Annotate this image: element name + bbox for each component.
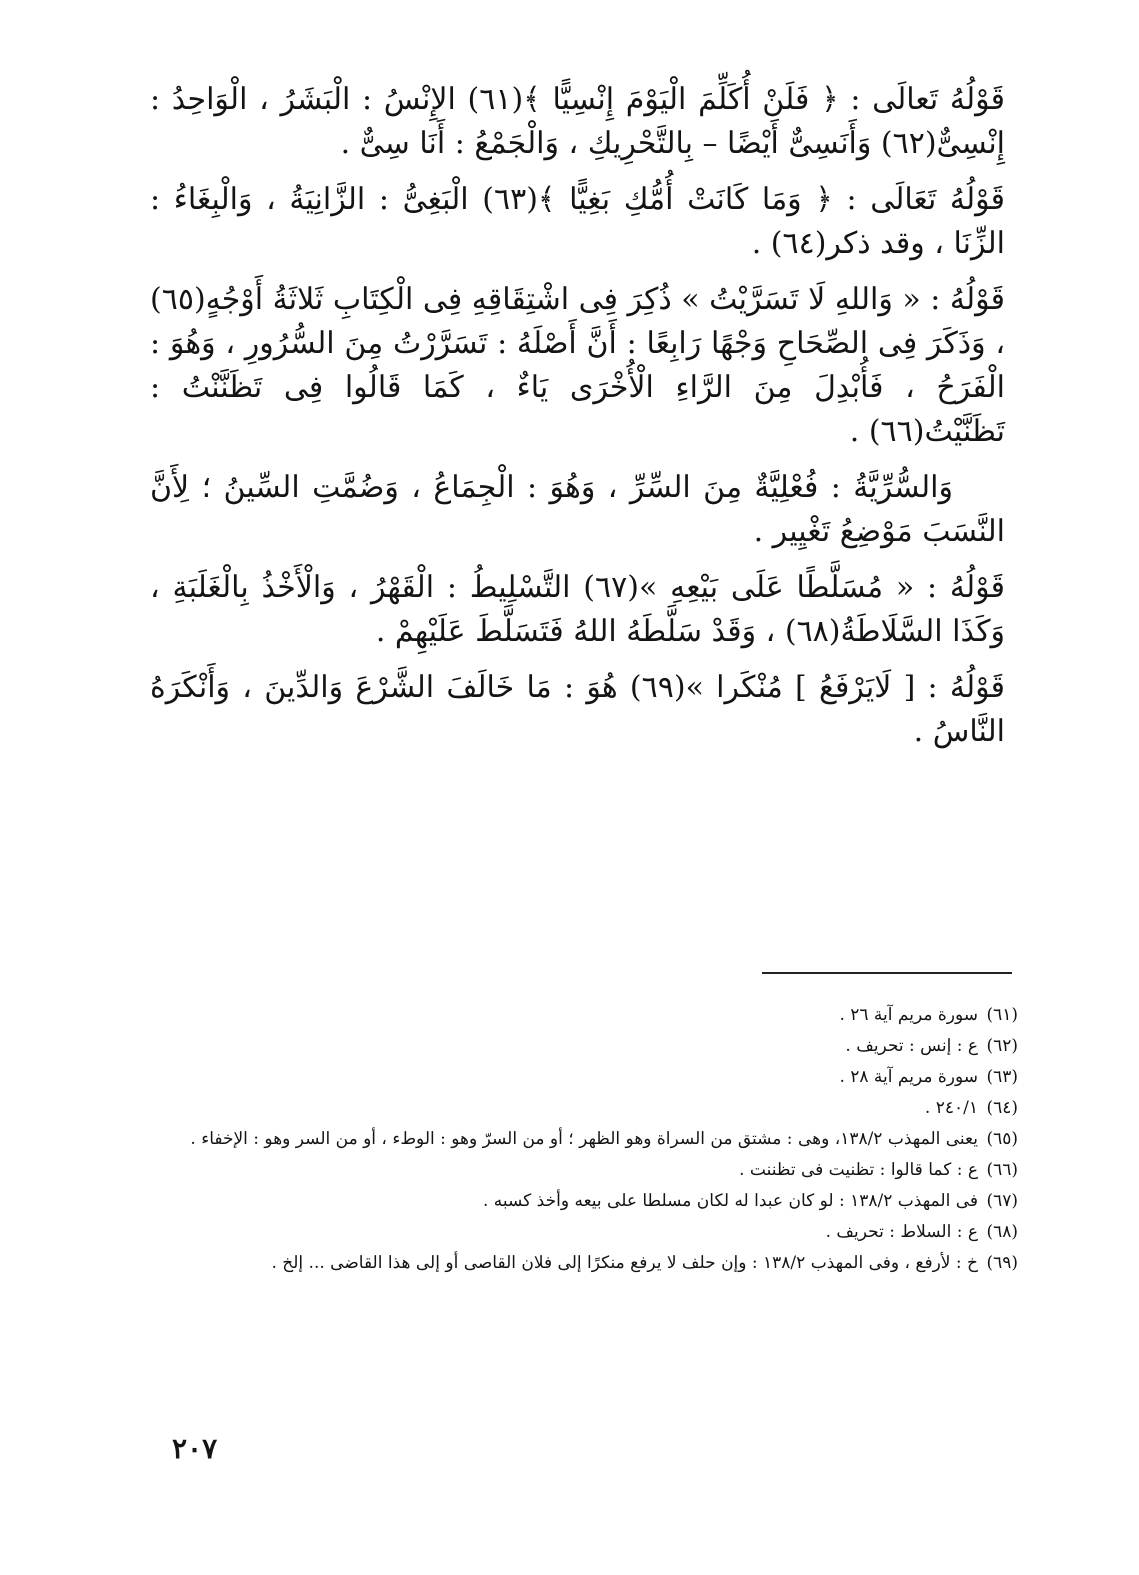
footnote xyxy=(168,1217,1018,1248)
paragraph-63: قَوْلُهُ تَعَالَى : ﴿ وَمَا كَانَتْ أُمُّكِ بَغِيًّا ﴾(٦٣) الْبَغِىُّ : الزَّانِيَةُ ، وَالْبِغَاءُ : الزِّنَا ، وقد ذكر(٦٤) . xyxy=(150,182,1005,261)
footnote xyxy=(168,1124,1018,1155)
footnote-number: (٦٦) xyxy=(986,1160,1018,1180)
footnote xyxy=(168,1093,1018,1124)
footnote-number: (٦٣) xyxy=(986,1067,1018,1087)
footnote-separator xyxy=(762,972,1012,974)
footnote xyxy=(168,1062,1018,1093)
footnote-number: (٦٧) xyxy=(986,1191,1018,1211)
footnote xyxy=(168,1000,1018,1031)
footnote-number: (٦٨) xyxy=(986,1222,1018,1242)
footnote-text: ع : إنس : تحريف . xyxy=(845,1036,978,1056)
footnote-number: (٦٢) xyxy=(986,1036,1018,1056)
footnote-number: (٦٥) xyxy=(986,1129,1018,1149)
footnote-text: ع : كما قالوا : تظنيت فى تظننت . xyxy=(739,1160,978,1180)
footnote-text: ع : السلاط : تحريف . xyxy=(825,1222,978,1242)
footnote xyxy=(168,1155,1018,1186)
paragraph-61: قَوْلُهُ تَعالَى : ﴿ فَلَنْ أُكَلِّمَ الْيَوْمَ إِنْسِيًّا ﴾(٦١) الإِنْسُ : الْبَشَرُ ، الْوَاحِدُ : إِنْسِىٌّ(٦٢) وَأَنَسِىٌّ أَيْضًا – بِالتَّحْرِيكِ ، وَالْجَمْعُ : أَنَا سِىٌّ . xyxy=(150,82,1005,161)
paragraph-69: قَوْلُهُ : [ لَايَرْفَعُ ] مُنْكَرا »(٦٩) هُوَ : مَا خَالَفَ الشَّرْعَ وَالدِّينَ ، وَأَنْكَرَهُ النَّاسُ . xyxy=(150,670,1005,749)
paragraph-65: قَوْلُهُ : « وَاللهِ لَا تَسَرَّيْتُ » ذُكِرَ فِى اشْتِقَاقِهِ فِى الْكِتَابِ ثَلاثَةُ أَوْجُهٍ(٦٥) ، وَذَكَرَ فِى الصِّحَاحِ وَجْهًا رَابِعًا : أَنَّ أَصْلَهُ : تَسَرَّرْتُ مِنَ السُّرُورِ ، وَهُوَ : الْفَرَحُ ، فَأُبْدِلَ مِنَ الرَّاءِ الْأُخْرَى يَاءٌ ، كَمَا قَالُوا فِى تَظَنَّنْتُ : تَظَنَّيْتُ(٦٦) . xyxy=(150,282,1005,449)
footnote xyxy=(168,1186,1018,1217)
footnotes xyxy=(168,1000,1018,1279)
paragraph-surriyya: وَالسُّرِّيَّةُ : فُعْلِيَّةٌ مِنَ السِّرِّ ، وَهُوَ : الْجِمَاعُ ، وَضُمَّتِ السِّينُ ؛ لِأَنَّ النَّسَبَ مَوْضِعُ تَغْيِير . xyxy=(150,470,1005,549)
paragraph-67: قَوْلُهُ : « مُسَلَّطًا عَلَى بَيْعِهِ »(٦٧) التَّسْلِيطُ : الْقَهْرُ ، وَالْأَخْذُ بِالْغَلَبَةِ ، وَكَذَا السَّلَاطَةُ(٦٨) ، وَقَدْ سَلَّطَهُ اللهُ فَتَسَلَّطَ عَلَيْهِمْ . xyxy=(150,570,1005,649)
main-text xyxy=(150,78,1005,766)
footnote-number: (٦٩) xyxy=(986,1253,1018,1273)
footnote-text: يعنى المهذب ١٣٨/٢، وهى : مشتق من السراة وهو الظهر ؛ أو من السرّ وهو : الوطء ، أو من السر وهو : الإخفاء . xyxy=(190,1129,978,1149)
footnote-text: سورة مريم آية ٢٦ . xyxy=(839,1005,978,1025)
footnote-text: ٢٤٠/١ . xyxy=(924,1098,978,1118)
page-number: ٢٠٧ xyxy=(172,1432,218,1465)
footnote-number: (٦١) xyxy=(986,1005,1018,1025)
footnote-text: خ : لأرفع ، وفى المهذب ١٣٨/٢ : وإن حلف لا يرفع منكرًا إلى فلان القاصى أو إلى هذا القاضى ... إلخ . xyxy=(271,1253,978,1273)
footnote xyxy=(168,1031,1018,1062)
footnote xyxy=(168,1248,1018,1279)
footnote-text: فى المهذب ١٣٨/٢ : لو كان عبدا له لكان مسلطا على بيعه وأخذ كسبه . xyxy=(482,1191,978,1211)
footnote-number: (٦٤) xyxy=(986,1098,1018,1118)
footnote-text: سورة مريم آية ٢٨ . xyxy=(839,1067,978,1087)
